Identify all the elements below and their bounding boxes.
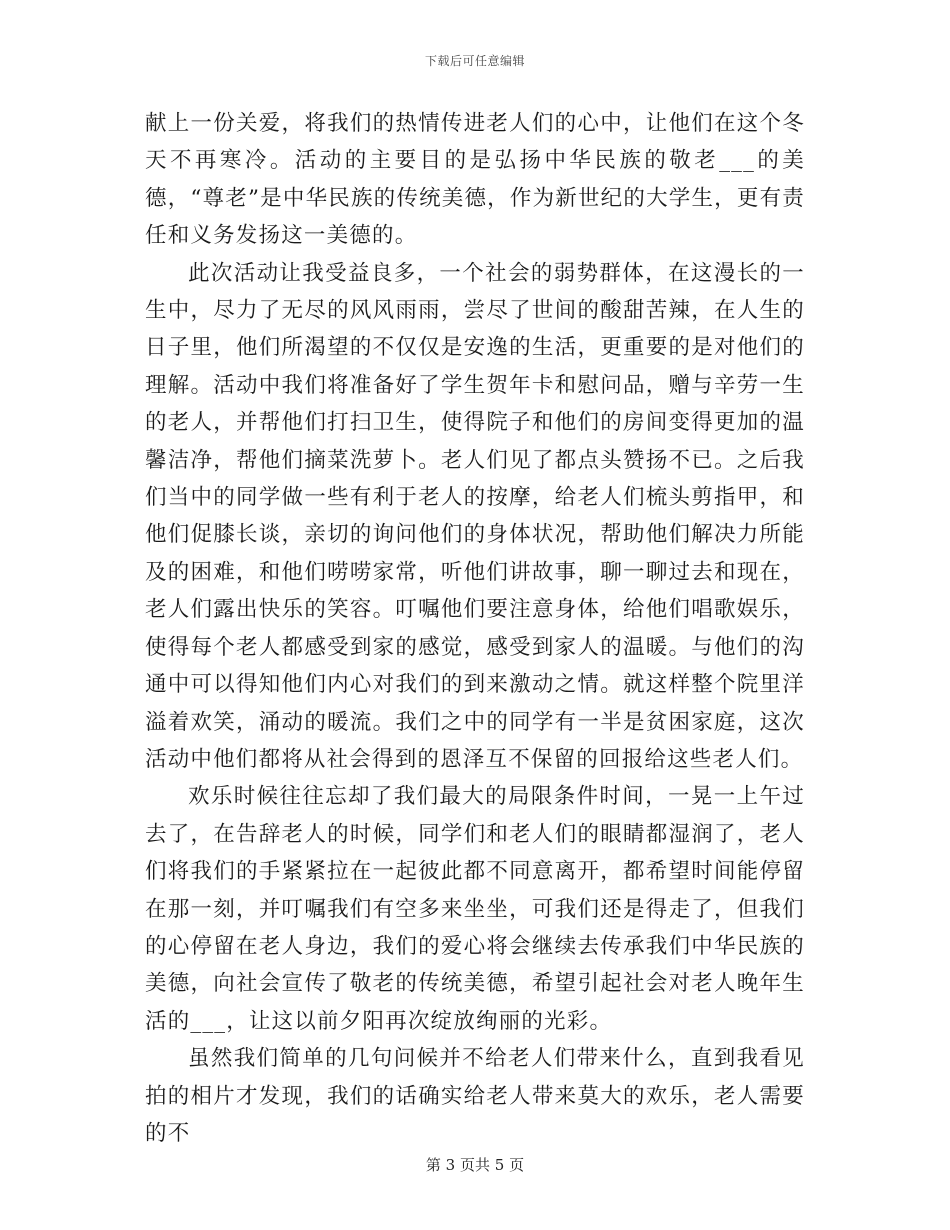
page-header: 下载后可任意编辑 (424, 54, 525, 68)
page-number: 第 3 页共 5 页 (425, 1156, 525, 1174)
paragraph-4: 虽然我们简单的几句问候并不给老人们带来什么，直到我看见拍的相片才发现，我们的话确实给老人带来莫大的欢乐，老人需要的不 (145, 1046, 805, 1146)
paragraph-2: 此次活动让我受益良多，一个社会的弱势群体，在这漫长的一生中，尽力了无尽的风风雨雨，尝尽了世间的酸甜苦辣，在人生的日子里，他们所渴望的不仅仅是安逸的生活，更重要的是对他们的理解。活动中我们将准备好了学生贺年卡和慰问品，赠与辛劳一生的老人，并帮他们打扫卫生，使得院子和他们的房间变得更加的温馨洁净，帮他们摘菜洗萝卜。老人们见了都点头赞扬不已。之后我们当中的同学做一些有利于老人的按摩，给老人们梳头剪指甲，和他们促膝长谈，亲切的询问他们的身体状况，帮助他们解决力所能及的困难，和他们唠唠家常，听他们讲故事，聊一聊过去和现在，老人们露出快乐的笑容。叮嘱他们要注意身体，给他们唱歌娱乐，使得每个老人都感受到家的感觉，感受到家人的温暖。与他们的沟通中可以得知他们内心对我们的到来激动之情。就这样整个院里洋溢着欢笑，涌动的暖流。我们之中的同学有一半是贫困家庭，这次活动中他们都将从社会得到的恩泽互不保留的回报给这些老人们。 (145, 260, 805, 772)
document-body (145, 105, 805, 1152)
paragraph-3: 欢乐时候往往忘却了我们最大的局限条件时间，一晃一上午过去了，在告辞老人的时候，同学们和老人们的眼睛都湿润了，老人们将我们的手紧紧拉在一起彼此都不同意离开，都希望时间能停留在那一刻，并叮嘱我们有空多来坐坐，可我们还是得走了，但我们的心停留在老人身边，我们的爱心将会继续去传承我们中华民族的美德，向社会宣传了敬老的传统美德，希望引起社会对老人晚年生活的___，让这以前夕阳再次绽放绚丽的光彩。 (145, 784, 805, 1034)
paragraph-1: 献上一份关爱，将我们的热情传进老人们的心中，让他们在这个冬天不再寒冷。活动的主要目的是弘扬中华民族的敬老___的美德，“尊老”是中华民族的传统美德，作为新世纪的大学生，更有责任和义务发扬这一美德的。 (145, 111, 805, 249)
